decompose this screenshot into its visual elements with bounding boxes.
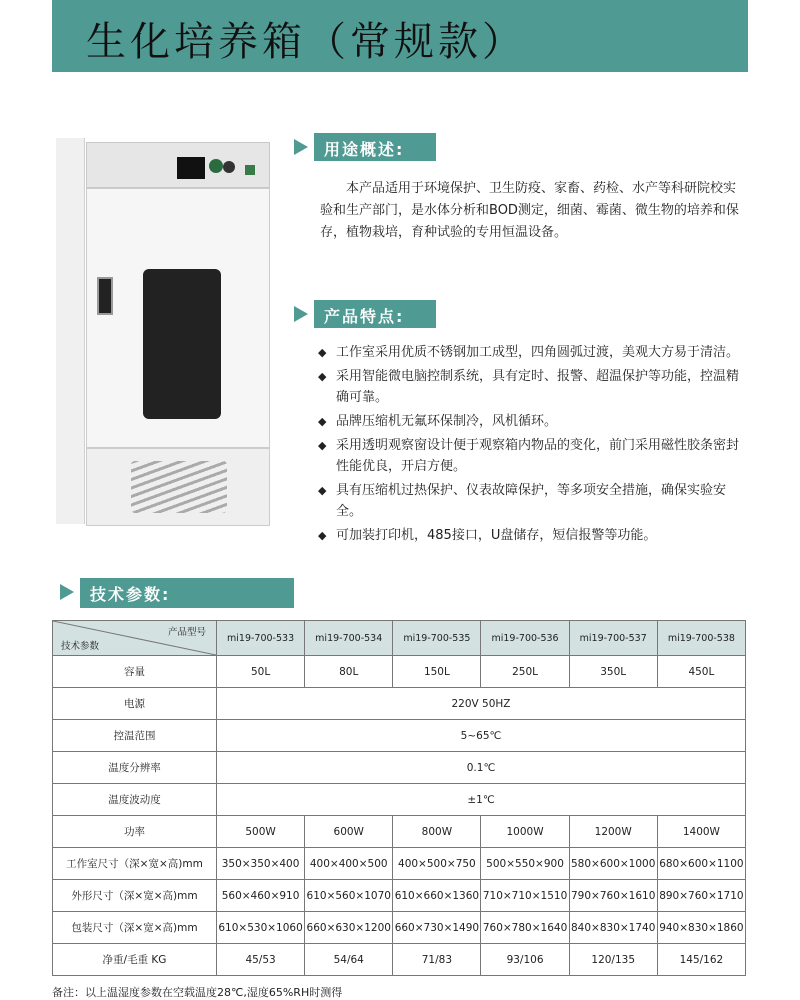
table-row <box>53 816 746 848</box>
table-cell: 580×600×1000 <box>569 848 657 880</box>
arrow-right-icon <box>286 300 314 328</box>
row-label: 容量 <box>53 656 217 688</box>
arrow-right-icon <box>286 133 314 161</box>
row-label: 温度分辨率 <box>53 752 217 784</box>
table-cell: 610×560×1070 <box>305 880 393 912</box>
table-cell: 660×630×1200 <box>305 912 393 944</box>
table-cell: 71/83 <box>393 944 481 976</box>
table-cell: 1400W <box>657 816 745 848</box>
table-cell: 400×500×750 <box>393 848 481 880</box>
table-cell: 45/53 <box>217 944 305 976</box>
table-cell: 610×530×1060 <box>217 912 305 944</box>
table-cell: 350×350×400 <box>217 848 305 880</box>
row-label: 功率 <box>53 816 217 848</box>
table-cell: 790×760×1610 <box>569 880 657 912</box>
power-switch-icon <box>245 165 255 175</box>
row-label: 外形尺寸（深×宽×高)mm <box>53 880 217 912</box>
table-cell: 940×830×1860 <box>657 912 745 944</box>
table-cell: 560×460×910 <box>217 880 305 912</box>
feature-item: ◆ 可加装打印机，485接口，U盘储存，短信报警等功能。 <box>318 525 750 546</box>
product-side-panel <box>56 138 85 524</box>
table-cell: 800W <box>393 816 481 848</box>
feature-item: ◆ 工作室采用优质不锈钢加工成型，四角圆弧过渡，美观大方易于清洁。 <box>318 342 750 363</box>
table-cell: 120/135 <box>569 944 657 976</box>
header-param-label: 技术参数 <box>61 641 100 652</box>
table-cell: ±1℃ <box>217 784 746 816</box>
table-cell: 93/106 <box>481 944 569 976</box>
table-cell: 450L <box>657 656 745 688</box>
feature-item: ◆ 采用智能微电脑控制系统，具有定时、报警、超温保护等功能，控温精确可靠。 <box>318 366 750 408</box>
table-cell: 400×400×500 <box>305 848 393 880</box>
table-cell: 0.1℃ <box>217 752 746 784</box>
usage-description: 本产品适用于环境保护、卫生防疫、家畜、药检、水产等科研院校实验和生产部门，是水体分析和BOD测定，细菌、霉菌、微生物的培养和保存，植物栽培，育种试验的专用恒温设备。 <box>320 181 739 240</box>
product-control-panel <box>86 142 270 188</box>
table-cell: 500×550×900 <box>481 848 569 880</box>
section-title-usage: 用途概述: <box>324 140 405 159</box>
spec-table <box>52 620 746 976</box>
feature-item: ◆ 采用透明观察窗设计便于观察箱内物品的变化，前门采用磁性胶条密封性能优良，开启方便。 <box>318 435 750 477</box>
table-cell: 54/64 <box>305 944 393 976</box>
table-cell: 840×830×1740 <box>569 912 657 944</box>
model-header: mi19-700-538 <box>657 621 745 656</box>
table-row <box>53 752 746 784</box>
table-cell: 50L <box>217 656 305 688</box>
table-cell: 760×780×1640 <box>481 912 569 944</box>
model-header: mi19-700-536 <box>481 621 569 656</box>
table-cell: 145/162 <box>657 944 745 976</box>
arrow-right-icon <box>52 578 80 608</box>
table-cell: 680×600×1100 <box>657 848 745 880</box>
table-cell: 1000W <box>481 816 569 848</box>
table-header-row <box>53 621 746 656</box>
row-label: 电源 <box>53 688 217 720</box>
row-label: 包装尺寸（深×宽×高)mm <box>53 912 217 944</box>
feature-item: ◆ 具有压缩机过热保护、仪表故障保护，等多项安全措施，确保实验安全。 <box>318 480 750 522</box>
table-row <box>53 848 746 880</box>
table-cell: 5~65℃ <box>217 720 746 752</box>
control-knob-icon <box>223 161 235 173</box>
table-row <box>53 656 746 688</box>
row-label: 温度波动度 <box>53 784 217 816</box>
row-label: 控温范围 <box>53 720 217 752</box>
model-header: mi19-700-537 <box>569 621 657 656</box>
table-row <box>53 944 746 976</box>
row-label: 工作室尺寸（深×宽×高)mm <box>53 848 217 880</box>
title-banner <box>52 0 748 72</box>
control-knob-icon <box>209 159 223 173</box>
table-cell: 660×730×1490 <box>393 912 481 944</box>
model-header: mi19-700-533 <box>217 621 305 656</box>
section-title-features: 产品特点: <box>324 307 405 326</box>
table-cell: 610×660×1360 <box>393 880 481 912</box>
table-cell: 150L <box>393 656 481 688</box>
page-title: 生化培养箱（常规款） <box>86 19 526 65</box>
model-header: mi19-700-535 <box>393 621 481 656</box>
table-cell: 1200W <box>569 816 657 848</box>
table-cell: 250L <box>481 656 569 688</box>
section-header-features <box>286 300 436 328</box>
table-cell: 500W <box>217 816 305 848</box>
row-label: 净重/毛重 KG <box>53 944 217 976</box>
product-door <box>86 188 270 448</box>
door-handle-icon <box>97 277 113 315</box>
section-header-usage <box>286 133 436 161</box>
model-header: mi19-700-534 <box>305 621 393 656</box>
section-header-specs <box>52 578 294 608</box>
table-cell: 600W <box>305 816 393 848</box>
table-row <box>53 720 746 752</box>
display-screen-icon <box>177 157 205 179</box>
table-cell: 220V 50HZ <box>217 688 746 720</box>
feature-item: ◆ 品牌压缩机无氟环保制冷，风机循环。 <box>318 411 750 432</box>
section-title-specs: 技术参数: <box>90 585 171 604</box>
observation-window <box>143 269 221 419</box>
table-cell: 350L <box>569 656 657 688</box>
table-row <box>53 784 746 816</box>
feature-list <box>318 342 750 549</box>
product-image <box>56 138 268 524</box>
table-cell: 80L <box>305 656 393 688</box>
footnote: 备注：以上温湿度参数在空载温度28℃,湿度65%RH时测得 <box>52 986 343 999</box>
table-row <box>53 880 746 912</box>
table-corner-header <box>53 621 217 656</box>
table-cell: 710×710×1510 <box>481 880 569 912</box>
vent-grille-icon <box>131 461 227 513</box>
table-row <box>53 912 746 944</box>
table-row <box>53 688 746 720</box>
header-model-label: 产品型号 <box>167 627 206 638</box>
table-cell: 890×760×1710 <box>657 880 745 912</box>
product-base <box>86 448 270 526</box>
